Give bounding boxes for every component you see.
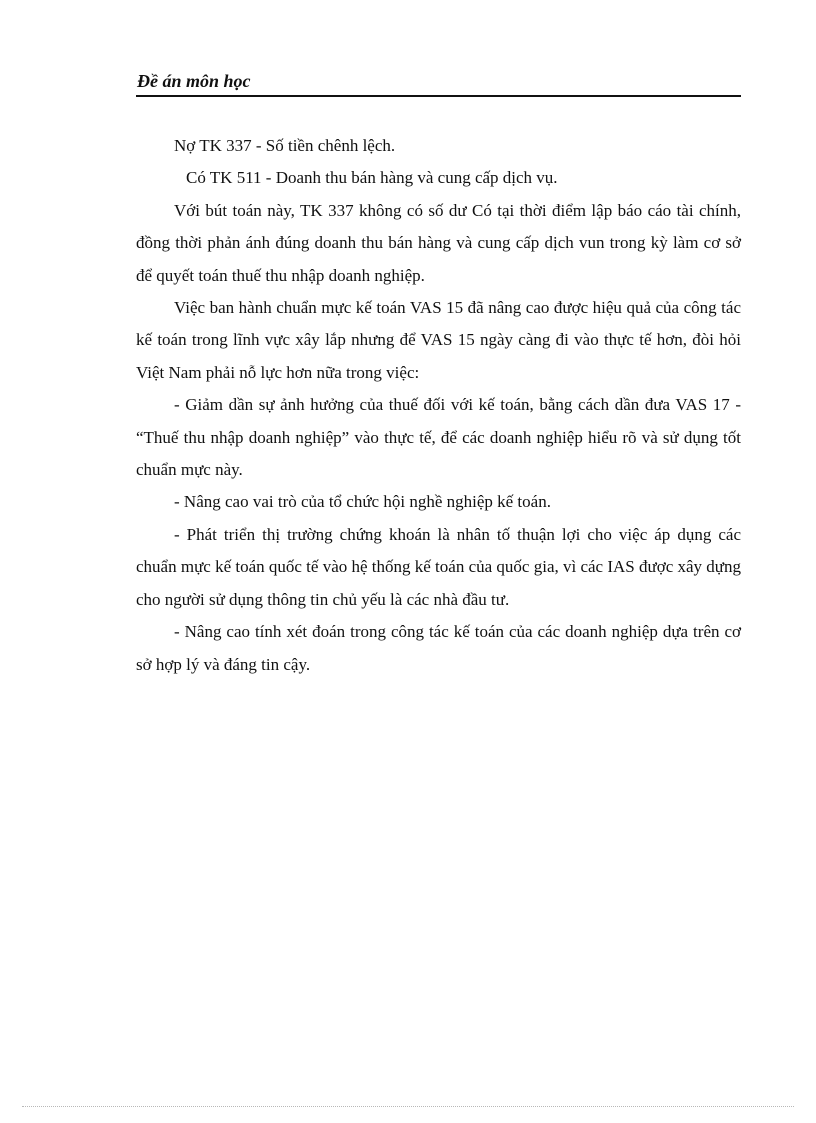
document-body [136, 130, 741, 681]
list-item-tax-influence: - Giảm dần sự ảnh hưởng của thuế đối với kế toán, bằng cách dần đưa VAS 17 - “Thuế thu nhập doanh nghiệp” vào thực tế, để các doanh nghiệp hiểu rõ và sử dụng tốt chuẩn mực này. [136, 395, 741, 480]
paragraph-debit-entry: Nợ TK 337 - Số tiền chênh lệch. [174, 136, 396, 155]
list-item-professional-role: - Nâng cao vai trò của tổ chức hội nghề nghiệp kế toán. [174, 492, 551, 512]
list-item-judgment: - Nâng cao tính xét đoán trong công tác kế toán của các doanh nghiệp dựa trên cơ sở hợp lý và đáng tin cậy. [136, 622, 741, 674]
header-title: Đề án môn học [137, 71, 251, 91]
header-divider [136, 95, 741, 97]
paragraph-entry-explanation: Với bút toán này, TK 337 không có số dư Có tại thời điểm lập báo cáo tài chính, đồng thời phản ánh đúng doanh thu bán hàng và cung cấp dịch vun trong kỳ làm cơ sở để quyết toán thuế thu nhập doanh nghiệp. [136, 200, 741, 285]
paragraph-vas15-intro: Việc ban hành chuẩn mực kế toán VAS 15 đã nâng cao được hiệu quả của công tác kế toán trong lĩnh vực xây lắp nhưng để VAS 15 ngày càng đi vào thực tế hơn, đòi hỏi Việt Nam phải nỗ lực hơn nữa trong việc: [136, 298, 741, 382]
page-header [136, 68, 741, 97]
page-bottom-border [22, 1106, 794, 1107]
list-item-stock-market: - Phát triển thị trường chứng khoán là nhân tố thuận lợi cho việc áp dụng các chuẩn mực kế toán quốc tế vào hệ thống kế toán của quốc gia, vì các IAS được xây dựng cho người sử dụng thông tin chủ yếu là các nhà đầu tư. [136, 524, 741, 609]
paragraph-credit-entry: Có TK 511 - Doanh thu bán hàng và cung cấp dịch vụ. [186, 168, 558, 188]
